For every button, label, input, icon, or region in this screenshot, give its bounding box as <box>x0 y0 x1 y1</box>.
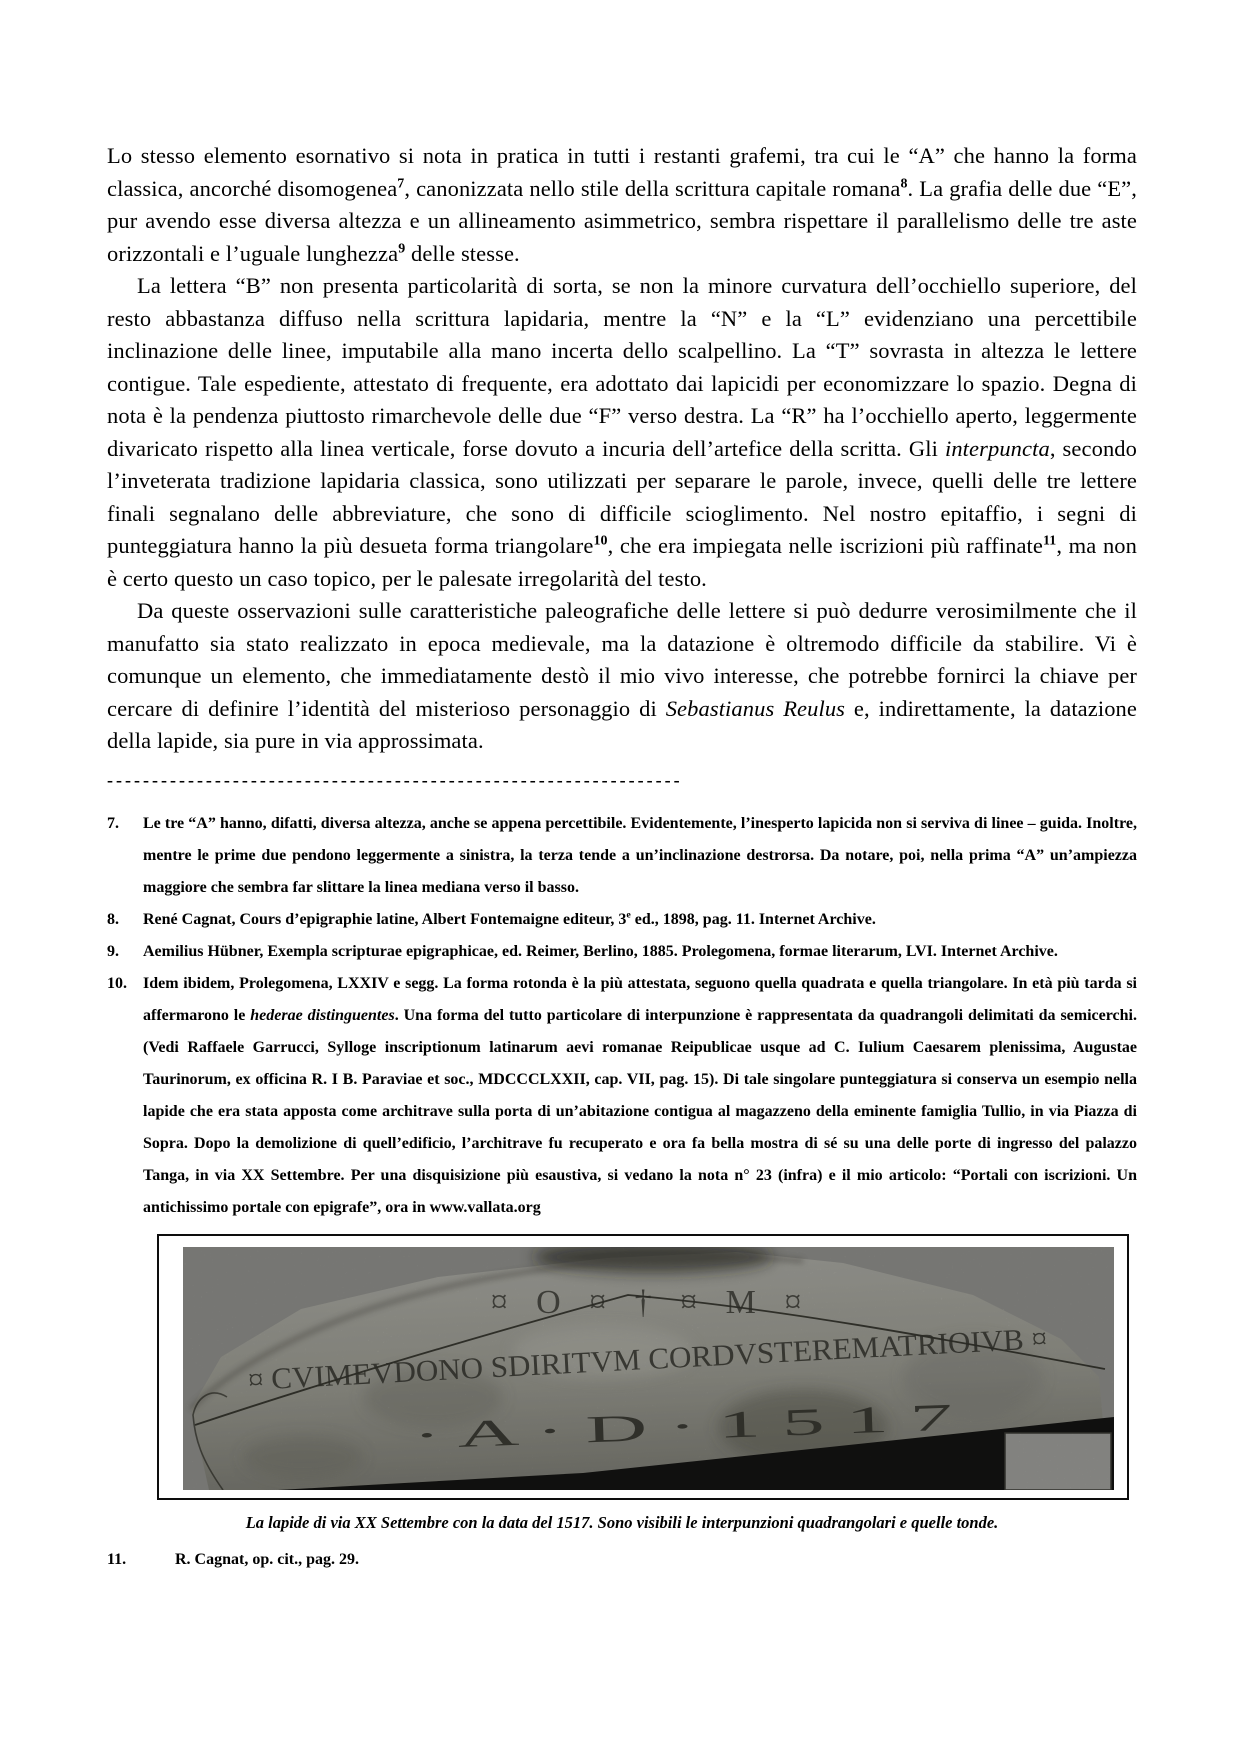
footnote-10 <box>107 968 1137 1224</box>
footnote-text: R. Cagnat, op. cit., pag. 29. <box>175 1550 360 1568</box>
footnote-separator: ---------------------------------------------------------------- <box>107 769 683 790</box>
footnote-11 <box>107 1545 1137 1575</box>
figure-caption: La lapide di via XX Settembre con la data del 1517. Sono visibili le interpunzioni quadrangolari e quelle tonde. <box>245 1512 999 1532</box>
photo-frame <box>157 1234 1129 1500</box>
inscription-symbols: ¤ O ¤ † ¤ M ¤ <box>490 1283 812 1321</box>
footnote-number: 10. <box>107 974 127 992</box>
footnote-8 <box>107 904 1137 936</box>
photo-grain <box>183 1247 1114 1490</box>
lapide-photo <box>183 1247 1114 1490</box>
inscription-date: · A · D · 1 5 1 7 <box>412 1406 654 1457</box>
figure <box>107 1234 1137 1533</box>
footnote-number: 7. <box>107 814 119 832</box>
footnotes-block <box>107 808 1137 1224</box>
footnote-number: 9. <box>107 942 119 960</box>
footnote-text: Idem ibidem, Prolegomena, LXXIV e segg. La forma rotonda è la più attestata, seguono quella quadrata e quella triangolare. In età più tarda si affermarono le hederae distinguentes. Una forma del tutto particolare di interpunzione è rappresentata da quadrangoli delimitati da semicerchi. (Vedi Raffaele Garrucci, Sylloge inscriptionum latinarum aevi romanae Reipublicae usque ad C. Iulium Caesarem plenissima, Augustae Taurinorum, ex officina R. I B. Paraviae et soc., MDCCCLXXII, cap. VII, pag. 15). Di tale singolare punteggiatura si conserva un esempio nella lapide che era stata apposta come architrave sulla porta di un’abitazione contigua al magazzeno della eminente famiglia Tullio, in via Piazza di Sopra. Dopo la demolizione di quell’edificio, l’architrave fu recuperato e ora fa bella mostra di sé su una delle porte di ingresso del palazzo Tanga, in via XX Settembre. Per una disquisizione più esaustiva, si vedano la nota n° 23 (infra) e il mio articolo: “Portali con iscrizioni. Un antichissimo portale con epigrafe”, ora in www.vallata.org <box>143 974 1138 1216</box>
footnote-text: Aemilius Hübner, Exempla scripturae epigraphicae, ed. Reimer, Berlino, 1885. Prolegomena, formae literarum, LVI. Internet Archive. <box>143 942 1058 960</box>
paragraph-2: La lettera “B” non presenta particolarità di sorta, se non la minore curvatura dell’occhiello superiore, del resto abbastanza diffuso nella scrittura lapidaria, mentre la “N” e la “L” evidenziano una percettibile inclinazione delle linee, imputabile alla mano incerta dello scalpellino. La “T” sovrasta in altezza le lettere contigue. Tale espediente, attestato di frequente, era adottato dai lapicidi per economizzare lo spazio. Degna di nota è la pendenza piuttosto rimarchevole delle due “F” verso destra. La “R” ha l’occhiello aperto, leggermente divaricato rispetto alla linea verticale, forse dovuto a incuria dell’artefice della scritta. Gli interpuncta, secondo l’inveterata tradizione lapidaria classica, sono utilizzati per separare le parole, invece, quelli delle tre lettere finali segnalano delle abbreviature, che sono di difficile scioglimento. Nel nostro epitaffio, i segni di punteggiatura hanno la più desueta forma triangolare$^{10}$, che era impiegata nelle iscrizioni più raffinate$^{11}$, ma non è certo questo un caso topico, per le palesate irregolarità del testo. <box>107 273 1137 591</box>
paragraph-3: Da queste osservazioni sulle caratteristiche paleografiche delle lettere si può dedurre verosimilmente che il manufatto sia stato realizzato in epoca medievale, ma la datazione è oltremodo difficile da stabilire. Vi è comunque un elemento, che immediatamente destò il mio vivo interesse, che potrebbe fornirci la chiave per cercare di definire l’identità del misterioso personaggio di Sebastianus Reulus e, indirettamente, la datazione della lapide, sia pure in via approssimata. <box>107 598 1137 753</box>
main-text <box>107 140 1137 758</box>
footnote-number: 8. <box>107 910 119 928</box>
footnote-number: 11. <box>107 1550 127 1568</box>
paragraph-1: Lo stesso elemento esornativo si nota in pratica in tutti i restanti grafemi, tra cui le “A” che hanno la forma classica, ancorché disomogenea$^7$, canonizzata nello stile della scrittura capitale romana$^8$. La grafia delle due “E”, pur avendo esse diversa altezza e un allineamento asimmetrico, sembra rispettare il parallelismo delle tre aste orizzontali e l’uguale lunghezza$^9$ delle stesse. <box>107 143 1137 266</box>
footnote-text: René Cagnat, Cours d’epigraphie latine, Albert Fontemaigne editeur, 3e ed., 1898, pag. 11. Internet Archive. <box>143 909 876 928</box>
footnote-text: Le tre “A” hanno, difatti, diversa altezza, anche se appena percettibile. Evidentemente, l’inesperto lapicida non si serviva di linee – guida. Inoltre, mentre le prime due pendono leggermente a sinistra, la terza tende a un’inclinazione destrorsa. Da notare, poi, nella prima “A” un’ampiezza maggiore che sembra far slittare la linea mediana verso il basso. <box>143 814 1137 896</box>
inscription-line: ¤ CVIMEVDONO SDIRITVM CORDVSTEREMATRIOIVB ¤ <box>247 1322 1022 1397</box>
footnote-9 <box>107 936 1137 968</box>
footnote-7 <box>107 808 1137 904</box>
